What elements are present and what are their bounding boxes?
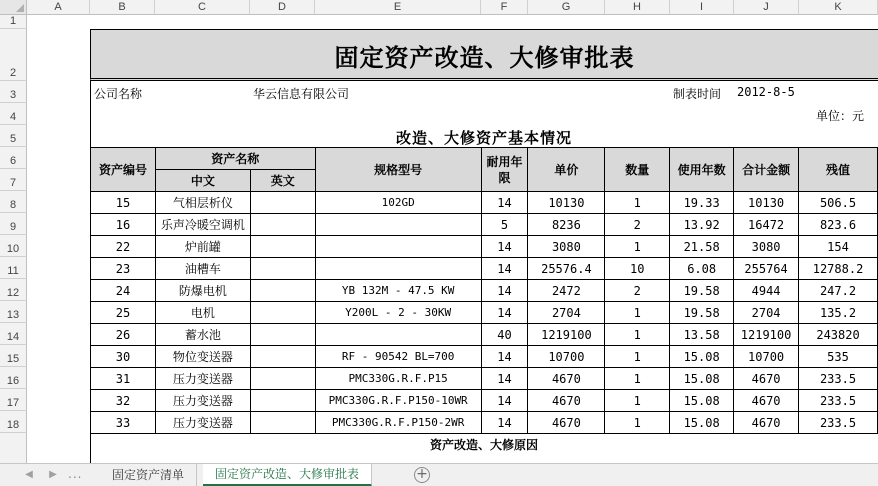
cell-spec[interactable] xyxy=(315,324,481,346)
cell-total[interactable]: 4670 xyxy=(734,368,799,390)
cell-residual[interactable]: 233.5 xyxy=(799,390,878,412)
cell-name-cn[interactable]: 气相层析仪 xyxy=(155,192,250,214)
cell-unit-price[interactable]: 2704 xyxy=(528,302,605,324)
row-header-9[interactable]: 9 xyxy=(0,213,27,235)
column-header-g[interactable]: G xyxy=(528,0,605,15)
cell-quantity[interactable]: 1 xyxy=(605,192,670,214)
scroll-tabs-left-icon[interactable]: ◀ xyxy=(25,469,33,480)
cell-name-cn[interactable]: 乐声冷暖空调机 xyxy=(155,214,250,236)
cell-spec[interactable]: PMC330G.R.F.P150-10WR xyxy=(315,390,481,412)
cell-spec[interactable]: YB 132M - 47.5 KW xyxy=(315,280,481,302)
cell-spec[interactable] xyxy=(315,214,481,236)
cell-asset-no[interactable]: 30 xyxy=(91,346,156,368)
header-asset-name[interactable]: 资产名称 xyxy=(155,148,315,170)
cell-unit-price[interactable]: 3080 xyxy=(528,236,605,258)
row-header-16[interactable]: 16 xyxy=(0,367,27,389)
cell-unit-price[interactable]: 10700 xyxy=(528,346,605,368)
cell-residual[interactable]: 535 xyxy=(799,346,878,368)
cell-name-en[interactable] xyxy=(250,280,315,302)
table-row xyxy=(91,346,878,368)
section-title: 改造、大修资产基本情况 xyxy=(395,129,572,147)
tab-fixed-assets-list[interactable]: 固定资产清单 xyxy=(100,464,197,486)
cell-residual[interactable]: 506.5 xyxy=(799,192,878,214)
cell-useful-life[interactable]: 14 xyxy=(481,302,528,324)
cell-asset-no[interactable]: 24 xyxy=(91,280,156,302)
row-header-12[interactable]: 12 xyxy=(0,279,27,301)
cell-useful-life[interactable]: 14 xyxy=(481,192,528,214)
header-years-used[interactable]: 使用年数 xyxy=(670,148,734,192)
cell-name-cn[interactable]: 蓄水池 xyxy=(155,324,250,346)
cell-name-en[interactable] xyxy=(250,346,315,368)
row-header-11[interactable]: 11 xyxy=(0,257,27,279)
header-quantity[interactable]: 数量 xyxy=(605,148,670,192)
cell-total[interactable]: 1219100 xyxy=(734,324,799,346)
cell-years-used[interactable]: 15.08 xyxy=(670,368,734,390)
cell-name-cn[interactable]: 压力变送器 xyxy=(155,390,250,412)
cell-years-used[interactable]: 19.58 xyxy=(670,302,734,324)
column-header-f[interactable]: F xyxy=(481,0,528,15)
header-name-cn[interactable]: 中文 xyxy=(155,170,250,192)
row-header-4[interactable]: 4 xyxy=(0,103,27,125)
column-header-j[interactable]: J xyxy=(734,0,799,15)
cell-years-used[interactable]: 15.08 xyxy=(670,412,734,434)
cell-years-used[interactable]: 6.08 xyxy=(670,258,734,280)
cell-unit-price[interactable]: 4670 xyxy=(528,368,605,390)
table-row xyxy=(91,214,878,236)
cell-asset-no[interactable]: 32 xyxy=(91,390,156,412)
cell-total[interactable]: 255764 xyxy=(734,258,799,280)
column-header-e[interactable]: E xyxy=(315,0,481,15)
header-useful-life[interactable]: 耐用年限 xyxy=(481,148,528,192)
cell-name-cn[interactable]: 电机 xyxy=(155,302,250,324)
cell-years-used[interactable]: 19.33 xyxy=(670,192,734,214)
tab-renovation-approval[interactable]: 固定资产改造、大修审批表 xyxy=(203,464,372,486)
cell-name-cn[interactable]: 压力变送器 xyxy=(155,412,250,434)
cell-residual[interactable]: 233.5 xyxy=(799,412,878,434)
cell-spec[interactable]: RF - 90542 BL=700 xyxy=(315,346,481,368)
scroll-tabs-right-icon[interactable]: ▶ xyxy=(49,469,57,480)
row-header-14[interactable]: 14 xyxy=(0,323,27,345)
cell-total[interactable]: 3080 xyxy=(734,236,799,258)
header-spec[interactable]: 规格型号 xyxy=(315,148,481,192)
cell-years-used[interactable]: 15.08 xyxy=(670,346,734,368)
cell-unit-price[interactable]: 8236 xyxy=(528,214,605,236)
cell-residual[interactable]: 233.5 xyxy=(799,368,878,390)
reason-title: 资产改造、大修原因 xyxy=(429,438,538,452)
cell-total[interactable]: 2704 xyxy=(734,302,799,324)
cell-years-used[interactable]: 15.08 xyxy=(670,390,734,412)
row-header-1[interactable]: 1 xyxy=(0,15,27,29)
cell-asset-no[interactable]: 22 xyxy=(91,236,156,258)
date-label: 制表时间 xyxy=(673,87,722,101)
row-header-7[interactable]: 7 xyxy=(0,169,27,191)
company-label: 公司名称 xyxy=(94,87,143,101)
cell-name-cn[interactable]: 油槽车 xyxy=(155,258,250,280)
cell-name-cn[interactable]: 压力变送器 xyxy=(155,368,250,390)
cell-name-cn[interactable]: 物位变送器 xyxy=(155,346,250,368)
cell-unit-price[interactable]: 2472 xyxy=(528,280,605,302)
column-header-i[interactable]: I xyxy=(670,0,734,15)
column-header-b[interactable]: B xyxy=(90,0,155,15)
header-asset-no[interactable]: 资产编号 xyxy=(91,148,156,192)
cell-name-en[interactable] xyxy=(250,324,315,346)
table-row xyxy=(91,280,878,302)
table-row xyxy=(91,412,878,434)
cell-useful-life[interactable]: 14 xyxy=(481,236,528,258)
cell-name-en[interactable] xyxy=(250,192,315,214)
table-row xyxy=(91,192,878,214)
cell-name-cn[interactable]: 炉前罐 xyxy=(155,236,250,258)
table-row xyxy=(91,302,878,324)
row-header-6[interactable]: 6 xyxy=(0,147,27,169)
row-header-3[interactable]: 3 xyxy=(0,81,27,103)
row-header-18[interactable]: 18 xyxy=(0,411,27,433)
cell-quantity[interactable]: 2 xyxy=(605,280,670,302)
cell-quantity[interactable]: 2 xyxy=(605,214,670,236)
cell-useful-life[interactable]: 40 xyxy=(481,324,528,346)
cell-years-used[interactable]: 21.58 xyxy=(670,236,734,258)
cell-quantity[interactable]: 1 xyxy=(605,412,670,434)
cell-unit-price[interactable]: 4670 xyxy=(528,412,605,434)
header-name-en[interactable]: 英文 xyxy=(250,170,315,192)
row-header-5[interactable]: 5 xyxy=(0,125,27,147)
cell-name-en[interactable] xyxy=(250,368,315,390)
reason-section[interactable] xyxy=(90,433,878,463)
row-header-13[interactable]: 13 xyxy=(0,301,27,323)
cell-name-en[interactable] xyxy=(250,302,315,324)
row-header-2[interactable]: 2 xyxy=(0,29,27,81)
cell-unit-price[interactable]: 4670 xyxy=(528,390,605,412)
row-header-15[interactable]: 15 xyxy=(0,345,27,367)
asset-table xyxy=(90,147,878,434)
column-header-a[interactable]: A xyxy=(27,0,90,15)
cell-total[interactable]: 16472 xyxy=(734,214,799,236)
cell-name-en[interactable] xyxy=(250,236,315,258)
cell-spec[interactable]: 102GD xyxy=(315,192,481,214)
cell-residual[interactable]: 135.2 xyxy=(799,302,878,324)
cell-name-cn[interactable]: 防爆电机 xyxy=(155,280,250,302)
header-unit-price[interactable]: 单价 xyxy=(528,148,605,192)
cell-useful-life[interactable]: 14 xyxy=(481,368,528,390)
cell-useful-life[interactable]: 5 xyxy=(481,214,528,236)
cell-quantity[interactable]: 1 xyxy=(605,236,670,258)
cell-quantity[interactable]: 1 xyxy=(605,302,670,324)
select-all-corner[interactable] xyxy=(0,0,27,15)
cell-unit-price[interactable]: 1219100 xyxy=(528,324,605,346)
add-sheet-icon[interactable]: + xyxy=(414,467,430,483)
cell-spec[interactable] xyxy=(315,258,481,280)
sheet-tab-bar xyxy=(0,463,878,486)
column-header-c[interactable]: C xyxy=(155,0,250,15)
cell-asset-no[interactable]: 26 xyxy=(91,324,156,346)
cell-name-en[interactable] xyxy=(250,214,315,236)
table-row xyxy=(91,236,878,258)
cell-useful-life[interactable]: 14 xyxy=(481,346,528,368)
cell-spec[interactable] xyxy=(315,236,481,258)
more-tabs-icon[interactable]: ... xyxy=(68,467,83,481)
row-header-10[interactable]: 10 xyxy=(0,235,27,257)
cell-total[interactable]: 10700 xyxy=(734,346,799,368)
table-row xyxy=(91,368,878,390)
cell-total[interactable]: 4944 xyxy=(734,280,799,302)
column-header-d[interactable]: D xyxy=(250,0,315,15)
cell-quantity[interactable]: 1 xyxy=(605,368,670,390)
cell-total[interactable]: 4670 xyxy=(734,390,799,412)
cell-useful-life[interactable]: 14 xyxy=(481,280,528,302)
cell-years-used[interactable]: 13.92 xyxy=(670,214,734,236)
cell-asset-no[interactable]: 23 xyxy=(91,258,156,280)
cell-unit-price[interactable]: 10130 xyxy=(528,192,605,214)
cell-residual[interactable]: 243820 xyxy=(799,324,878,346)
cell-residual[interactable]: 247.2 xyxy=(799,280,878,302)
company-name: 华云信息有限公司 xyxy=(253,87,350,101)
cell-quantity[interactable]: 1 xyxy=(605,346,670,368)
cell-asset-no[interactable]: 25 xyxy=(91,302,156,324)
cell-residual[interactable]: 154 xyxy=(799,236,878,258)
cell-spec[interactable]: PMC330G.R.F.P150-2WR xyxy=(315,412,481,434)
cell-asset-no[interactable]: 33 xyxy=(91,412,156,434)
cell-asset-no[interactable]: 16 xyxy=(91,214,156,236)
cell-useful-life[interactable]: 14 xyxy=(481,412,528,434)
table-row xyxy=(91,390,878,412)
cell-years-used[interactable]: 19.58 xyxy=(670,280,734,302)
row-header-17[interactable]: 17 xyxy=(0,389,27,411)
cell-name-en[interactable] xyxy=(250,258,315,280)
cell-total[interactable]: 4670 xyxy=(734,412,799,434)
cell-residual[interactable]: 823.6 xyxy=(799,214,878,236)
title-box[interactable] xyxy=(90,29,878,81)
column-header-k[interactable]: K xyxy=(799,0,878,15)
cell-asset-no[interactable]: 15 xyxy=(91,192,156,214)
date-value: 2012-8-5 xyxy=(737,85,795,99)
cell-quantity[interactable]: 1 xyxy=(605,390,670,412)
unit-label: 单位：元 xyxy=(816,109,865,123)
cell-unit-price[interactable]: 25576.4 xyxy=(528,258,605,280)
table-row xyxy=(91,258,878,280)
column-header-h[interactable]: H xyxy=(605,0,670,15)
cell-residual[interactable]: 12788.2 xyxy=(799,258,878,280)
cell-quantity[interactable]: 10 xyxy=(605,258,670,280)
cell-name-en[interactable] xyxy=(250,390,315,412)
cell-total[interactable]: 10130 xyxy=(734,192,799,214)
cell-quantity[interactable]: 1 xyxy=(605,324,670,346)
cell-useful-life[interactable]: 14 xyxy=(481,258,528,280)
cell-asset-no[interactable]: 31 xyxy=(91,368,156,390)
cell-useful-life[interactable]: 14 xyxy=(481,390,528,412)
cell-spec[interactable]: PMC330G.R.F.P15 xyxy=(315,368,481,390)
row-header-blank xyxy=(0,433,27,463)
cell-name-en[interactable] xyxy=(250,412,315,434)
header-total[interactable]: 合计金额 xyxy=(734,148,799,192)
cell-years-used[interactable]: 13.58 xyxy=(670,324,734,346)
form-title: 固定资产改造、大修审批表 xyxy=(334,43,635,72)
row-header-8[interactable]: 8 xyxy=(0,191,27,213)
table-row xyxy=(91,324,878,346)
header-residual[interactable]: 残值 xyxy=(799,148,878,192)
cell-spec[interactable]: Y200L - 2 - 30KW xyxy=(315,302,481,324)
